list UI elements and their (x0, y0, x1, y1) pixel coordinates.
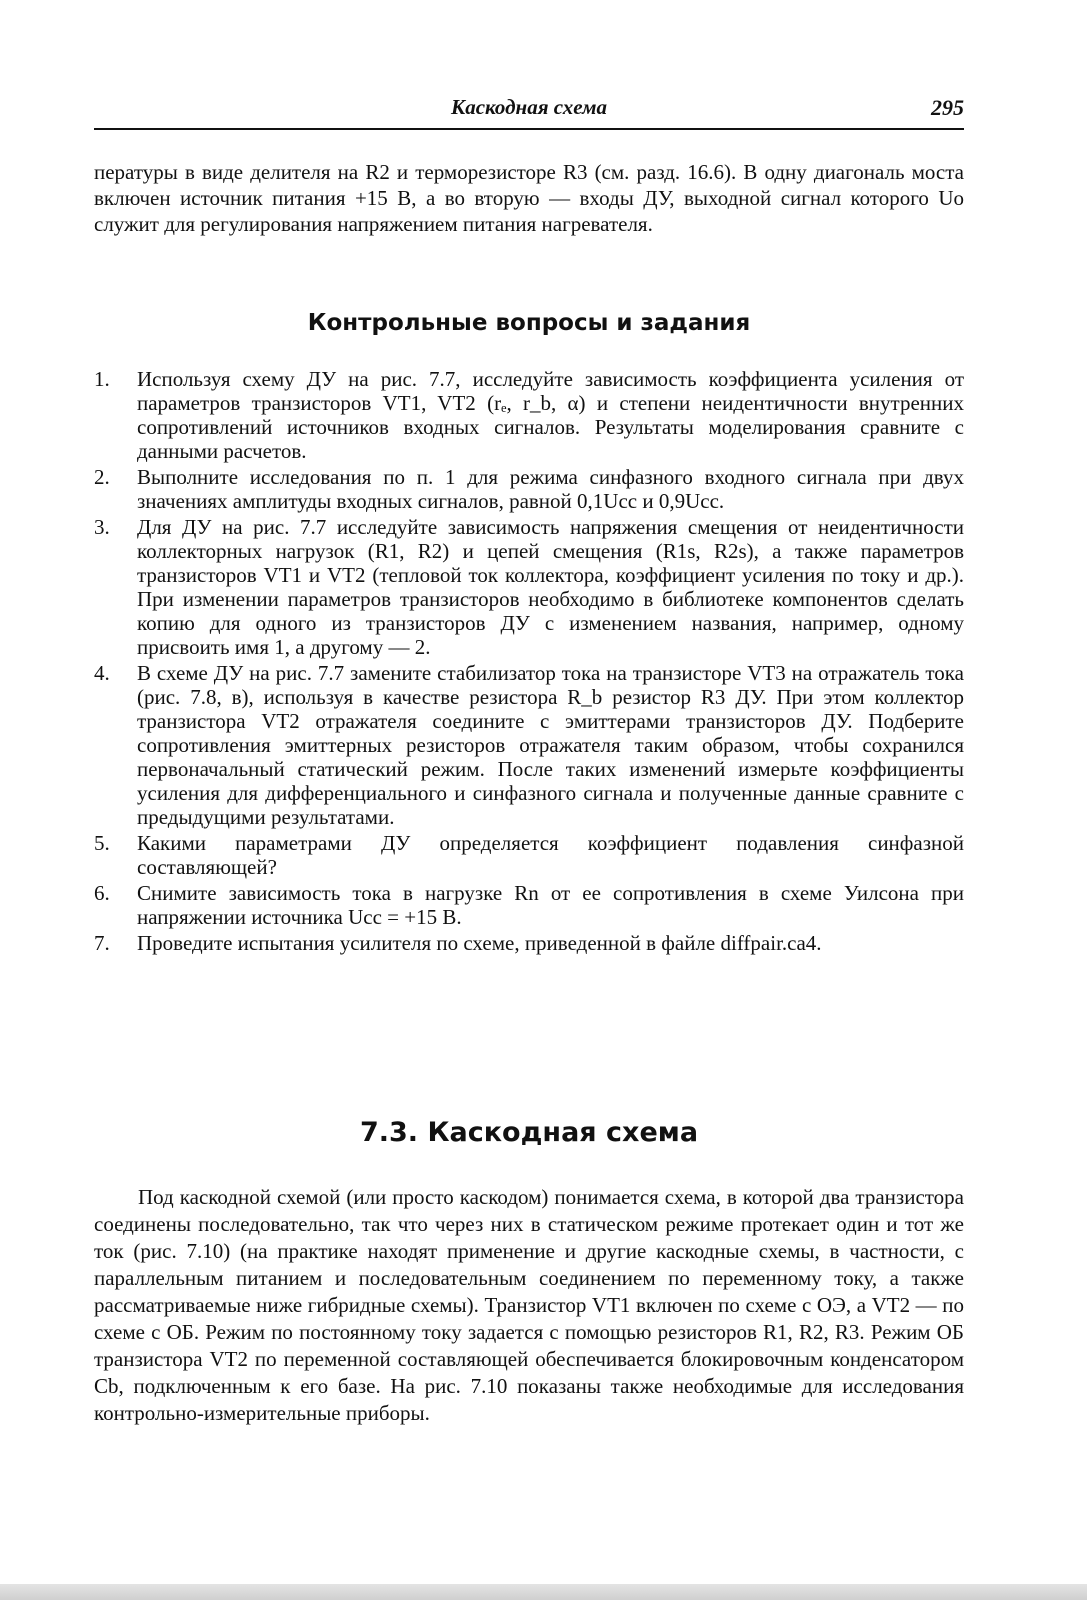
questions-list (94, 367, 964, 957)
question-text: Выполните исследования по п. 1 для режима синфазного входного сигнала при двух значениях амплитуды входных сигналов, равной 0,1Ucc и 0,9Ucc. (137, 465, 964, 513)
question-text: Какими параметрами ДУ определяется коэффициент подавления синфазной составляющей? (137, 831, 964, 879)
question-number: 2. (94, 465, 110, 489)
scan-edge (0, 1584, 1087, 1600)
question-number: 5. (94, 831, 110, 855)
question-number: 4. (94, 661, 110, 685)
question-item (94, 881, 964, 929)
question-number: 3. (94, 515, 110, 539)
question-item (94, 465, 964, 513)
question-number: 7. (94, 931, 110, 955)
question-number: 1. (94, 367, 110, 391)
running-header (94, 92, 964, 130)
question-text: Используя схему ДУ на рис. 7.7, исследуйте зависимость коэффициента усиления от параметров транзисторов VT1, VT2 (rₑ, r_b, α) и степени неидентичности внутренних сопротивлений источников входных сигналов. Результаты моделирования сравните с данными расчетов. (137, 367, 964, 463)
page-number: 295 (931, 95, 964, 120)
section-heading: 7.3. Каскодная схема (359, 1117, 699, 1148)
running-title: Каскодная схема (450, 95, 607, 119)
question-item (94, 931, 964, 955)
question-number: 6. (94, 881, 110, 905)
questions-heading: Контрольные вопросы и задания (307, 310, 751, 336)
question-text: Снимите зависимость тока в нагрузке Rn от ее сопротивления в схеме Уилсона при напряжении источника Ucc = +15 В. (137, 881, 964, 929)
question-item (94, 367, 964, 463)
question-text: Проведите испытания усилителя по схеме, приведенной в файле diffpair.ca4. (137, 931, 822, 955)
question-text: Для ДУ на рис. 7.7 исследуйте зависимость напряжения смещения от неидентичности коллекторных нагрузок (R1, R2) и цепей смещения (R1s, R2s), а также параметров транзисторов VT1 и VT2 (тепловой ток коллектора, коэффициент усиления по току и др.). При изменении параметров транзисторов необходимо в библиотеке компонентов сделать копию для одного из транзисторов ДУ с изменением названия, например, одному присвоить имя 1, а другому — 2. (137, 515, 964, 659)
question-item (94, 661, 964, 829)
intro-paragraph: пературы в виде делителя на R2 и терморезисторе R3 (см. разд. 16.6). В одну диагональ моста включен источник питания +15 В, а во вторую — входы ДУ, выходной сигнал которого Uo служит для регулирования напряжением питания нагревателя. (94, 160, 964, 236)
question-text: В схеме ДУ на рис. 7.7 замените стабилизатор тока на транзисторе VT3 на отражатель тока (рис. 7.8, в), используя в качестве резистора R_b резистор R3 ДУ. При этом коллектор транзистора VT2 отражателя соедините с эмиттерами транзисторов ДУ. Подберите сопротивления эмиттерных резисторов отражателя таким образом, чтобы сохранился первоначальный статический режим. После таких изменений измерьте коэффициенты усиления для дифференциального и синфазного сигнала и полученные данные сравните с предыдущими результатами. (137, 661, 964, 829)
section-paragraph: Под каскодной схемой (или просто каскодом) понимается схема, в которой два транзистора соединены последовательно, так что через них в статическом режиме протекает один и тот же ток (рис. 7.10) (на практике находят применение и другие каскодные схемы, в частности, с параллельным питанием и последовательным соединением по переменному току, а также рассматриваемые ниже гибридные схемы). Транзистор VT1 включен по схеме с ОЭ, а VT2 — по схеме с ОБ. Режим по постоянному току задается с помощью резисторов R1, R2, R3. Режим ОБ транзистора VT2 по переменной составляющей обеспечивается блокировочным конденсатором Cb, подключенным к его базе. На рис. 7.10 показаны также необходимые для исследования контрольно-измерительные приборы. (94, 1185, 964, 1425)
question-item (94, 515, 964, 659)
question-item (94, 831, 964, 879)
